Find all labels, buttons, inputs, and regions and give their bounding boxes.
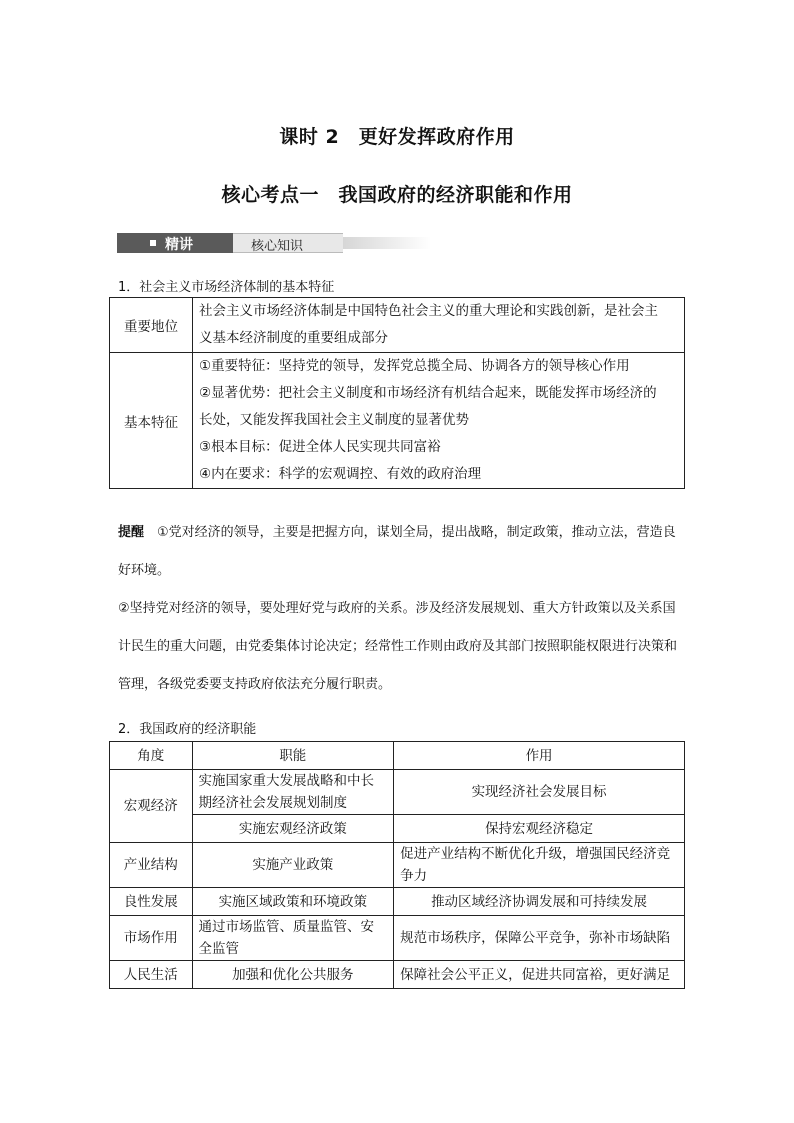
function-cell: 实施区域政策和环境政策	[192, 888, 394, 916]
function-cell: 通过市场监管、质量监管、安全监管	[192, 916, 394, 961]
table-row	[110, 916, 685, 961]
row-content: ①重要特征：坚持党的领导，发挥党总揽全局、协调各方的领导核心作用 ②显著优势：把社会主义制度和市场经济有机结合起来，既能发挥市场经济的 长处，又能发挥我国社会主义制度的显著优势 ③根本目标：促进全体人民实现共同富裕 ④内在要求：科学的宏观调控、有效的政府治理	[193, 353, 685, 489]
effect-cell: 推动区域经济协调发展和可持续发展	[394, 888, 685, 916]
function-cell: 实施产业政策	[192, 843, 394, 888]
section-banner	[117, 233, 431, 253]
angle-cell: 产业结构	[110, 843, 193, 888]
effect-cell: 保持宏观经济稳定	[394, 815, 685, 843]
angle-cell: 市场作用	[110, 916, 193, 961]
reminder-paragraph-1: 提醒 ①党对经济的领导，主要是把握方向，谋划全局，提出战略，制定政策，推动立法，营造良好环境。	[118, 525, 676, 578]
banner-label: 精讲	[165, 237, 193, 253]
function-cell: 实施国家重大发展战略和中长期经济社会发展规划制度	[192, 770, 394, 815]
effect-cell: 规范市场秩序，保障公平竞争，弥补市场缺陷	[394, 916, 685, 961]
effect-cell: 实现经济社会发展目标	[394, 770, 685, 815]
banner-sub-label: 核心知识	[251, 239, 304, 254]
table-row	[110, 815, 685, 843]
effect-cell: 保障社会公平正义，促进共同富裕，更好满足	[394, 961, 685, 989]
table-header-row	[110, 742, 685, 770]
table-row	[110, 298, 685, 353]
table-row	[110, 843, 685, 888]
angle-cell: 宏观经济	[110, 770, 193, 843]
lesson-title: 课时 2 更好发挥政府作用	[279, 126, 515, 148]
column-header: 角度	[110, 742, 193, 770]
reminder-paragraph-2: ②坚持党对经济的领导，要处理好党与政府的关系。涉及经济发展规划、重大方针政策以及关系国计民生的重大问题，由党委集体讨论决定；经常性工作则由政府及其部门按照职能权限进行决策和管理，各级党委要支持政府依法充分履行职责。	[118, 601, 678, 692]
functions-table	[109, 741, 685, 989]
table-row	[110, 770, 685, 815]
column-header: 职能	[192, 742, 394, 770]
column-header: 作用	[394, 742, 685, 770]
effect-cell: 促进产业结构不断优化升级，增强国民经济竞争力	[394, 843, 685, 888]
reminder-note	[118, 514, 682, 704]
angle-cell: 良性发展	[110, 888, 193, 916]
table-row	[110, 888, 685, 916]
section1-heading: 1．社会主义市场经济体制的基本特征	[118, 280, 335, 295]
row-head: 重要地位	[110, 298, 193, 353]
core-point-title: 核心考点一 我国政府的经济职能和作用	[221, 184, 573, 206]
table-row	[110, 353, 685, 489]
function-cell: 实施宏观经济政策	[192, 815, 394, 843]
row-head: 基本特征	[110, 353, 193, 489]
angle-cell: 人民生活	[110, 961, 193, 989]
function-cell: 加强和优化公共服务	[192, 961, 394, 989]
reminder-label: 提醒	[118, 525, 145, 540]
section2-heading: 2．我国政府的经济职能	[118, 722, 257, 737]
square-bullet-icon	[150, 240, 156, 246]
features-table	[109, 297, 685, 489]
row-content: 社会主义市场经济体制是中国特色社会主义的重大理论和实践创新，是社会主 义基本经济制度的重要组成部分	[193, 298, 685, 353]
table-row	[110, 961, 685, 989]
